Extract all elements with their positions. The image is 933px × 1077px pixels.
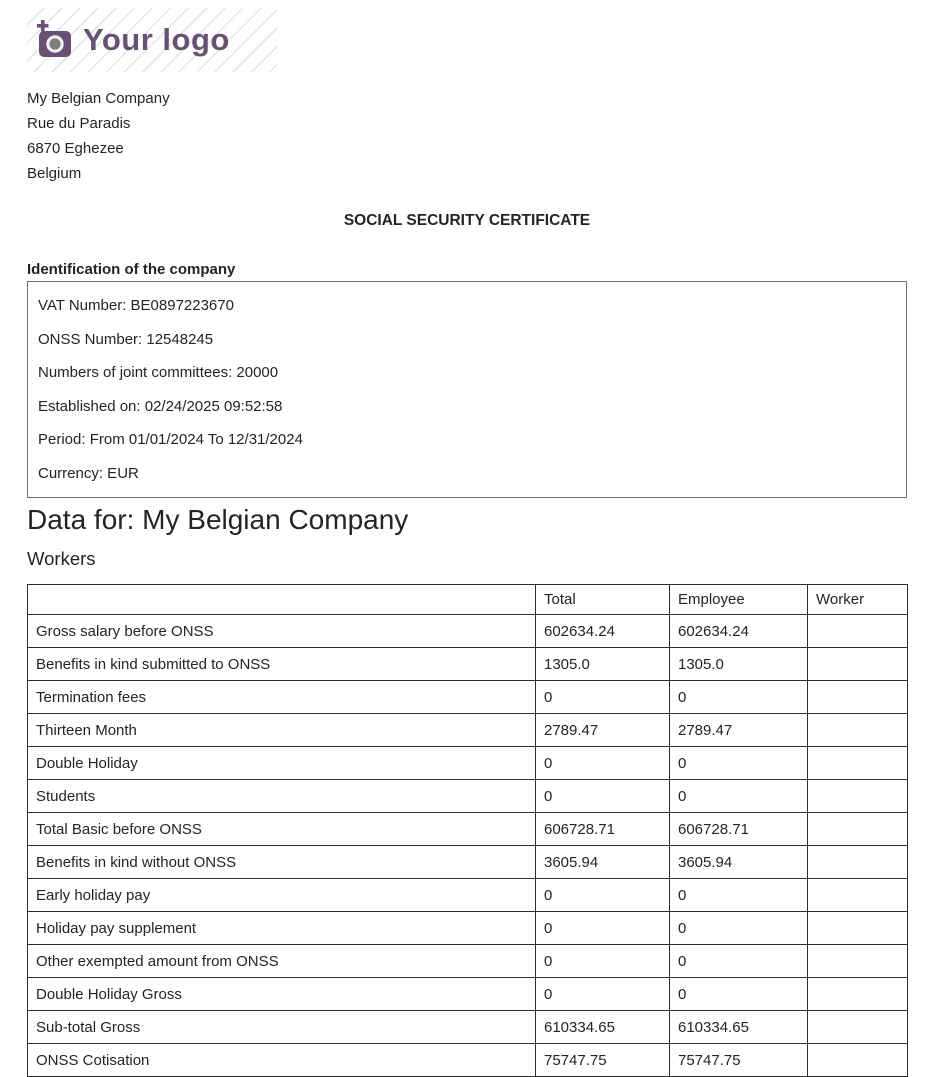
worker-cell — [808, 813, 908, 846]
table-row — [28, 780, 908, 813]
table-row — [28, 945, 908, 978]
row-label-cell: Other exempted amount from ONSS — [28, 945, 536, 978]
row-label-cell: Total Basic before ONSS — [28, 813, 536, 846]
total-cell: 0 — [536, 780, 670, 813]
identification-line-onss: ONSS Number: 12548245 — [38, 330, 214, 348]
identification-line-committees: Numbers of joint committees: 20000 — [38, 364, 279, 381]
employee-cell: 0 — [670, 879, 808, 912]
employee-cell: 0 — [670, 780, 808, 813]
total-cell: 0 — [536, 681, 670, 714]
table-row — [28, 846, 908, 879]
identification-box — [27, 281, 907, 498]
table-row — [28, 747, 908, 780]
employee-cell: 75747.75 — [670, 1044, 808, 1077]
worker-cell — [808, 1011, 908, 1044]
employee-cell: 602634.24 — [670, 615, 808, 648]
row-label-cell: Sub-total Gross — [28, 1011, 536, 1044]
employee-cell: 1305.0 — [670, 648, 808, 681]
table-row — [28, 978, 908, 1011]
total-cell: 0 — [536, 978, 670, 1011]
row-label-cell: Benefits in kind submitted to ONSS — [28, 648, 536, 681]
table-row — [28, 648, 908, 681]
row-label-cell: ONSS Cotisation — [28, 1044, 536, 1077]
row-label-cell: Termination fees — [28, 681, 536, 714]
company-name: My Belgian Company — [27, 90, 170, 107]
identification-line-vat: VAT Number: BE0897223670 — [38, 297, 234, 314]
row-label-cell: Holiday pay supplement — [28, 912, 536, 945]
identification-line-currency: Currency: EUR — [38, 464, 139, 482]
company-country: Belgium — [27, 165, 82, 182]
employee-cell: 2789.47 — [670, 714, 808, 747]
total-cell: 2789.47 — [536, 714, 670, 747]
employee-cell: 606728.71 — [670, 813, 808, 846]
total-cell: 0 — [536, 912, 670, 945]
table-row — [28, 912, 908, 945]
header-cell-total: Total — [536, 585, 670, 615]
identification-line-period: Period: From 01/01/2024 To 12/31/2024 — [38, 431, 303, 448]
worker-cell — [808, 747, 908, 780]
employee-cell: 0 — [670, 912, 808, 945]
total-cell: 0 — [536, 879, 670, 912]
camera-plus-icon — [36, 20, 72, 60]
workers-table-body — [28, 615, 908, 1077]
table-row — [28, 879, 908, 912]
employee-cell: 3605.94 — [670, 846, 808, 879]
table-row — [28, 681, 908, 714]
workers-table — [27, 584, 908, 1077]
worker-cell — [808, 681, 908, 714]
header-cell-worker: Worker — [808, 585, 908, 615]
employee-cell: 0 — [670, 681, 808, 714]
table-header-row — [28, 585, 908, 615]
row-label-cell: Thirteen Month — [28, 714, 536, 747]
worker-cell — [808, 780, 908, 813]
worker-cell — [808, 846, 908, 879]
worker-cell — [808, 945, 908, 978]
total-cell: 1305.0 — [536, 648, 670, 681]
company-street: Rue du Paradis — [27, 115, 131, 132]
worker-cell — [808, 1044, 908, 1077]
worker-cell — [808, 714, 908, 747]
header-cell-employee: Employee — [670, 585, 808, 615]
header-cell-empty — [28, 585, 536, 615]
table-row — [28, 1044, 908, 1077]
identification-heading: Identification of the company — [27, 261, 236, 278]
worker-cell — [808, 912, 908, 945]
table-row — [28, 714, 908, 747]
row-label-cell: Double Holiday — [28, 747, 536, 780]
employee-cell: 0 — [670, 747, 808, 780]
total-cell: 610334.65 — [536, 1011, 670, 1044]
total-cell: 0 — [536, 747, 670, 780]
table-row — [28, 813, 908, 846]
row-label-cell: Gross salary before ONSS — [28, 615, 536, 648]
row-label-cell: Benefits in kind without ONSS — [28, 846, 536, 879]
employee-cell: 0 — [670, 978, 808, 1011]
table-row — [28, 615, 908, 648]
employee-cell: 610334.65 — [670, 1011, 808, 1044]
identification-line-established: Established on: 02/24/2025 09:52:58 — [38, 397, 283, 415]
total-cell: 75747.75 — [536, 1044, 670, 1077]
worker-cell — [808, 648, 908, 681]
company-logo — [27, 8, 277, 72]
total-cell: 3605.94 — [536, 846, 670, 879]
row-label-cell: Early holiday pay — [28, 879, 536, 912]
total-cell: 606728.71 — [536, 813, 670, 846]
worker-cell — [808, 879, 908, 912]
company-address — [27, 86, 907, 186]
table-row — [28, 1011, 908, 1044]
row-label-cell: Double Holiday Gross — [28, 978, 536, 1011]
row-label-cell: Students — [28, 780, 536, 813]
company-city: 6870 Eghezee — [27, 140, 124, 157]
workers-heading: Workers — [27, 548, 96, 569]
data-for-heading: Data for: My Belgian Company — [27, 504, 409, 535]
document-title: SOCIAL SECURITY CERTIFICATE — [343, 212, 591, 229]
logo-placeholder-text: Your logo — [83, 22, 230, 57]
worker-cell — [808, 978, 908, 1011]
employee-cell: 0 — [670, 945, 808, 978]
total-cell: 0 — [536, 945, 670, 978]
total-cell: 602634.24 — [536, 615, 670, 648]
worker-cell — [808, 615, 908, 648]
